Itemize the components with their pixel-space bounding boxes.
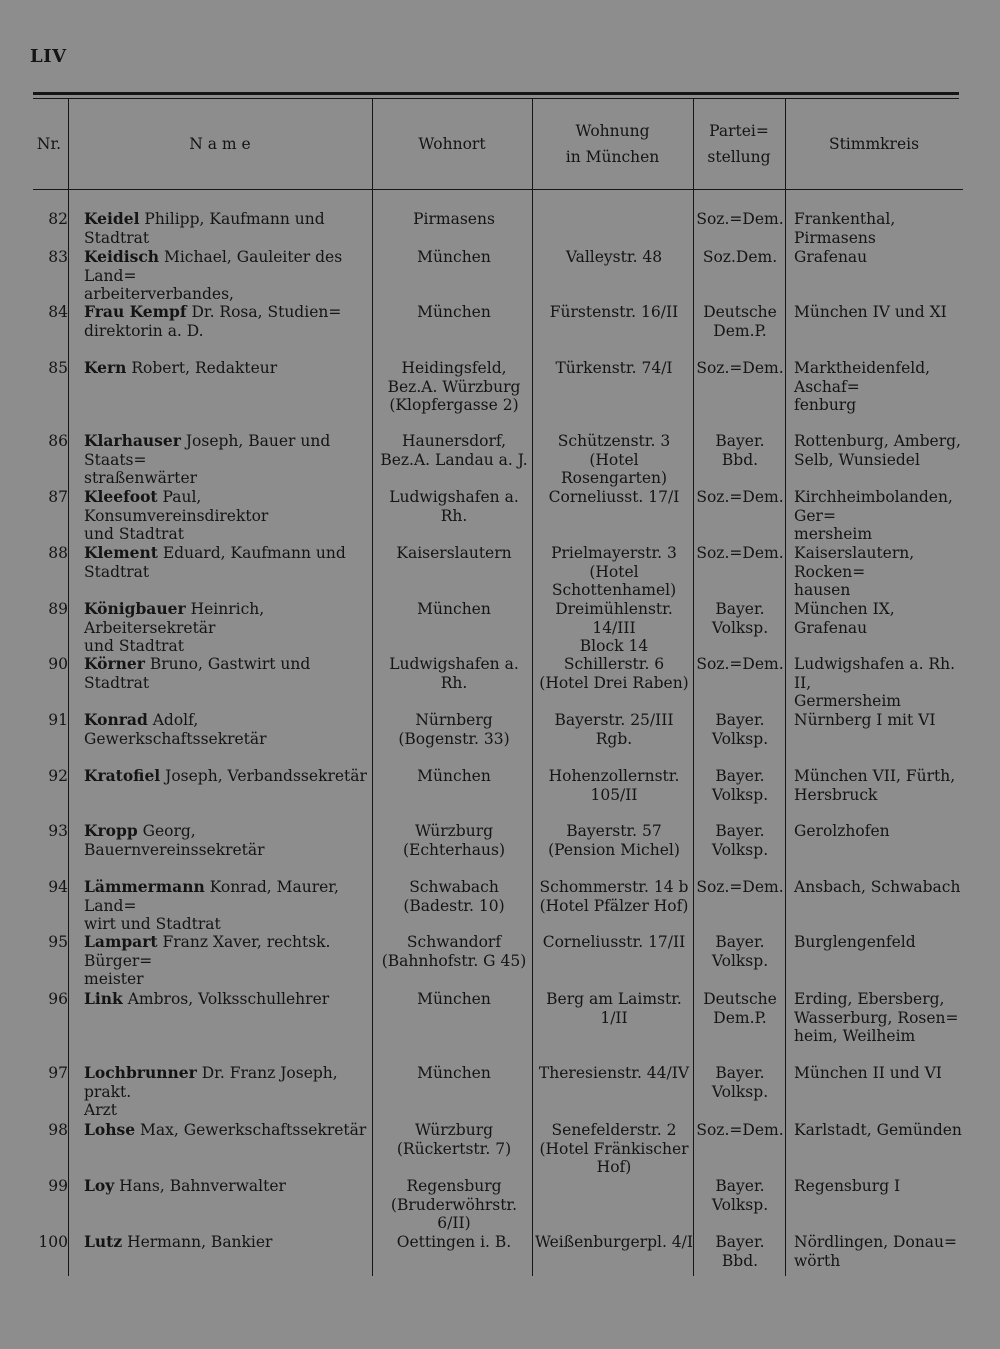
table-row — [0, 1176, 1000, 1232]
row-number: 97 — [48, 1064, 68, 1082]
member-surname: Keidel — [84, 209, 140, 228]
member-details: Dr. Franz Joseph, prakt. Arzt — [84, 1064, 338, 1119]
row-number: 86 — [48, 432, 68, 450]
member-details: Joseph, Verbandssekretär — [160, 767, 367, 785]
residence: Würzburg (Echterhaus) — [402, 822, 506, 859]
constituency: Kaiserslautern, Rocken= hausen — [794, 544, 915, 599]
constituency: Burglengenfeld — [794, 933, 916, 951]
munich-address: Schillerstr. 6 (Hotel Drei Raben) — [539, 655, 689, 692]
constituency: Frankenthal, Pirmasens — [794, 210, 896, 247]
party: Soz.=Dem. — [696, 359, 784, 377]
column-header-wohnung: Wohnung in München — [565, 122, 660, 166]
residence: Heidingsfeld, Bez.A. Würzburg (Klopfergasse 2) — [387, 359, 521, 414]
residence: München — [417, 248, 491, 266]
munich-address: Weißenburgerpl. 4/I — [534, 1233, 694, 1251]
residence: Regensburg (Bruderwöhrstr. 6/II) — [390, 1177, 518, 1232]
munich-address: Valleystr. 48 — [565, 248, 663, 266]
member-surname: Keidisch — [84, 247, 160, 266]
constituency: Marktheidenfeld, Aschaf= fenburg — [794, 359, 931, 414]
residence: Nürnberg (Bogenstr. 33) — [398, 711, 510, 748]
member-name — [84, 878, 372, 934]
member-name — [84, 432, 372, 488]
member-name — [84, 990, 372, 1009]
munich-address: Fürstenstr. 16/II — [549, 303, 679, 321]
constituency: Nürnberg I mit VI — [794, 711, 936, 729]
member-details: Dr. Rosa, Studien= direktorin a. D. — [84, 303, 342, 340]
table-row — [0, 247, 1000, 303]
member-details: Franz Xaver, rechtsk. Bürger= meister — [84, 933, 331, 988]
member-details: Michael, Gauleiter des Land= arbeiterverbandes, — [84, 248, 343, 303]
party: Bayer. Volksp. — [711, 767, 769, 804]
member-details: Joseph, Bauer und Staats= straßenwärter — [84, 432, 331, 487]
member-name — [84, 303, 372, 340]
constituency: Ansbach, Schwabach — [794, 878, 961, 896]
residence: Schwabach (Badestr. 10) — [403, 878, 505, 915]
member-surname: Lampart — [84, 932, 158, 951]
residence: Kaiserslautern — [396, 544, 512, 562]
table-row — [0, 431, 1000, 487]
munich-address: Theresienstr. 44/IV — [538, 1064, 690, 1082]
member-name — [84, 822, 372, 859]
constituency: München IV und XI — [794, 303, 947, 321]
constituency: Ludwigshafen a. Rh. II, Germersheim — [794, 655, 956, 710]
member-surname: Lämmermann — [84, 877, 205, 896]
row-number: 95 — [48, 933, 68, 951]
member-surname: Konrad — [84, 710, 148, 729]
table-row — [0, 1120, 1000, 1176]
member-name — [84, 359, 372, 378]
member-surname: Kropp — [84, 821, 138, 840]
member-surname: Lohse — [84, 1120, 136, 1139]
residence: Schwandorf (Bahnhofstr. G 45) — [381, 933, 527, 970]
page-number: LIV — [30, 46, 67, 67]
residence: Pirmasens — [413, 210, 495, 228]
member-name — [84, 1064, 372, 1120]
party: Bayer. Volksp. — [711, 1177, 769, 1214]
member-details: Georg, Bauernvereinssekretär — [84, 822, 265, 859]
constituency: Gerolzhofen — [794, 822, 890, 840]
member-surname: Frau Kempf — [84, 302, 187, 321]
table-row — [0, 711, 1000, 761]
munich-address: Dreimühlenstr. 14/III Block 14 — [555, 600, 673, 655]
column-header-nr: Nr. — [36, 135, 62, 153]
member-surname: Kratofiel — [84, 766, 161, 785]
munich-address: Hohenzollernstr. 105/II — [548, 767, 680, 804]
member-details: Hans, Bahnverwalter — [114, 1177, 286, 1195]
party: Soz.=Dem. — [696, 1121, 784, 1139]
party: Bayer. Volksp. — [711, 1064, 769, 1101]
row-number: 94 — [48, 878, 68, 896]
row-number: 88 — [48, 544, 68, 562]
row-number: 99 — [48, 1177, 68, 1195]
table-row — [0, 358, 1000, 414]
constituency: Regensburg I — [794, 1177, 901, 1195]
member-surname: Lochbrunner — [84, 1063, 197, 1082]
table-row — [0, 487, 1000, 543]
munich-address: Bayerstr. 25/III Rgb. — [554, 711, 674, 748]
row-number: 98 — [48, 1121, 68, 1139]
member-surname: Link — [84, 989, 123, 1008]
party: Bayer. Volksp. — [711, 711, 769, 748]
member-name — [84, 933, 372, 989]
party: Soz.=Dem. — [696, 210, 784, 228]
party: Soz.=Dem. — [696, 488, 784, 506]
constituency: München II und VI — [794, 1064, 942, 1082]
member-details: Robert, Redakteur — [126, 359, 278, 377]
row-number: 87 — [48, 488, 68, 506]
table-row — [0, 989, 1000, 1045]
residence: München — [417, 600, 491, 618]
table-row — [0, 654, 1000, 710]
member-name — [84, 767, 372, 786]
member-details: Max, Gewerkschaftssekretär — [135, 1121, 367, 1139]
residence: München — [417, 990, 491, 1008]
table-row — [0, 303, 1000, 353]
member-name — [84, 1177, 372, 1196]
table-row — [0, 767, 1000, 817]
munich-address: Corneliusstr. 17/II — [542, 933, 686, 951]
munich-address: Senefelderstr. 2 (Hotel Fränkischer Hof) — [539, 1121, 689, 1176]
row-number: 89 — [48, 600, 68, 618]
residence: Ludwigshafen a. Rh. — [389, 488, 519, 525]
residence: München — [417, 1064, 491, 1082]
party: Soz.=Dem. — [696, 544, 784, 562]
party: Bayer. Bbd. — [715, 1233, 765, 1270]
constituency: München IX, Grafenau — [794, 600, 895, 637]
member-surname: Kern — [84, 358, 127, 377]
member-details: Philipp, Kaufmann und Stadtrat — [84, 210, 325, 247]
member-details: Hermann, Bankier — [122, 1233, 273, 1251]
party: Bayer. Bbd. — [715, 432, 765, 469]
party: Soz.=Dem. — [696, 878, 784, 896]
member-name — [84, 1121, 372, 1140]
member-surname: Klement — [84, 543, 158, 562]
munich-address: Bayerstr. 57 (Pension Michel) — [548, 822, 680, 859]
table-row — [0, 822, 1000, 872]
residence: Oettingen i. B. — [396, 1233, 512, 1251]
member-name — [84, 655, 372, 692]
member-name — [84, 248, 372, 304]
member-details: Paul, Konsumvereinsdirektor und Stadtrat — [84, 488, 269, 543]
table-row — [0, 1233, 1000, 1283]
residence: Haunersdorf, Bez.A. Landau a. J. — [380, 432, 528, 469]
party: Bayer. Volksp. — [711, 933, 769, 970]
munich-address: Prielmayerstr. 3 (Hotel Schottenhamel) — [551, 544, 677, 599]
row-number: 82 — [48, 210, 68, 228]
column-header-parteistellung: Partei= stellung — [707, 122, 771, 166]
party: Soz.Dem. — [702, 248, 778, 266]
row-number: 92 — [48, 767, 68, 785]
constituency: Kirchheimbolanden, Ger= mersheim — [794, 488, 953, 543]
member-name — [84, 711, 372, 748]
header-bottom-rule — [33, 189, 963, 190]
member-name — [84, 210, 372, 247]
member-surname: Klarhauser — [84, 431, 181, 450]
member-surname: Lutz — [84, 1232, 123, 1251]
constituency: Grafenau — [794, 248, 868, 266]
party: Deutsche Dem.P. — [703, 990, 777, 1027]
member-name — [84, 544, 372, 581]
residence: München — [417, 303, 491, 321]
residence: München — [417, 767, 491, 785]
table-row — [0, 543, 1000, 599]
munich-address: Schützenstr. 3 (Hotel Rosengarten) — [557, 432, 671, 487]
residence: Ludwigshafen a. Rh. — [389, 655, 519, 692]
column-header-stimmkreis: Stimmkreis — [828, 135, 920, 153]
constituency: Erding, Ebersberg, Wasserburg, Rosen= heim, Weilheim — [794, 990, 959, 1045]
constituency: Karlstadt, Gemünden — [794, 1121, 962, 1139]
munich-address: Schommerstr. 14 b (Hotel Pfälzer Hof) — [539, 878, 689, 915]
member-surname: Kleefoot — [84, 487, 158, 506]
member-details: Adolf, Gewerkschaftssekretär — [84, 711, 267, 748]
member-name — [84, 488, 372, 544]
party: Deutsche Dem.P. — [703, 303, 777, 340]
member-details: Heinrich, Arbeitersekretär und Stadtrat — [84, 600, 265, 655]
header-rule-thick — [33, 92, 959, 95]
party: Bayer. Volksp. — [711, 600, 769, 637]
member-details: Eduard, Kaufmann und Stadtrat — [84, 544, 346, 581]
member-name — [84, 1233, 372, 1252]
member-surname: Loy — [84, 1176, 115, 1195]
munich-address: Türkenstr. 74/I — [555, 359, 673, 377]
member-details: Ambros, Volksschullehrer — [122, 990, 330, 1008]
row-number: 83 — [48, 248, 68, 266]
row-number: 91 — [48, 711, 68, 729]
munich-address: Corneliusst. 17/I — [548, 488, 680, 506]
row-number: 84 — [48, 303, 68, 321]
column-header-name: N a m e — [189, 135, 251, 153]
member-surname: Körner — [84, 654, 145, 673]
column-header-wohnort: Wohnort — [418, 135, 486, 153]
table-row — [0, 877, 1000, 933]
residence: Würzburg (Rückertstr. 7) — [396, 1121, 512, 1158]
table-row — [0, 599, 1000, 655]
munich-address: Berg am Laimstr. 1/II — [546, 990, 682, 1027]
constituency: Rottenburg, Amberg, Selb, Wunsiedel — [794, 432, 961, 469]
member-surname: Königbauer — [84, 599, 186, 618]
table-row — [0, 1063, 1000, 1119]
member-details: Bruno, Gastwirt und Stadtrat — [84, 655, 311, 692]
row-number: 85 — [48, 359, 68, 377]
party: Soz.=Dem. — [696, 655, 784, 673]
row-number: 93 — [48, 822, 68, 840]
row-number: 96 — [48, 990, 68, 1008]
row-number: 100 — [38, 1233, 68, 1251]
row-number: 90 — [48, 655, 68, 673]
member-name — [84, 600, 372, 656]
party: Bayer. Volksp. — [711, 822, 769, 859]
constituency: München VII, Fürth, Hersbruck — [794, 767, 956, 804]
member-details: Konrad, Maurer, Land= wirt und Stadtrat — [84, 878, 339, 933]
constituency: Nördlingen, Donau= wörth — [794, 1233, 958, 1270]
table-row — [0, 932, 1000, 988]
